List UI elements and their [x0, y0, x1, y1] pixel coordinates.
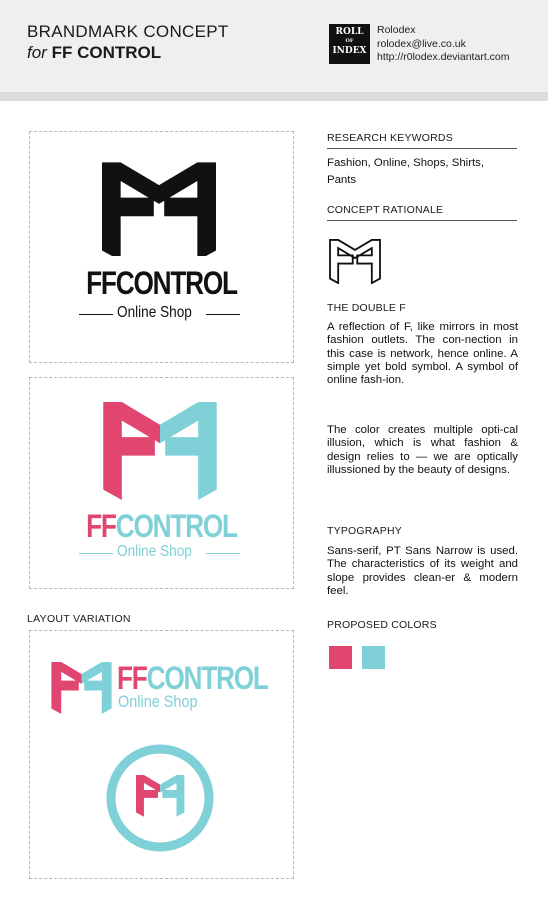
- color-rationale-text: The color creates multiple opti-cal illusion, which is what fashion & design relies to — we are optically illussioned by the beauty of designs.: [327, 424, 518, 476]
- page-title: BRANDMARK CONCEPT: [27, 22, 229, 41]
- teal-color-swatch: [362, 646, 385, 669]
- contact-info: [377, 24, 510, 65]
- tagline-rule-left-teal: [79, 553, 113, 554]
- ff-circle-emblem-icon: [105, 743, 215, 853]
- research-keywords-text: Fashion, Online, Shops, Shirts, Pants: [327, 157, 485, 186]
- tagline-black: Online Shop: [117, 304, 192, 321]
- proposed-colors-heading: PROPOSED COLORS: [327, 619, 437, 631]
- roll-of-index-logo: [329, 24, 370, 64]
- ff-symbol-horizontal-icon: [50, 662, 113, 714]
- wordmark-control-horizontal: CONTROL: [146, 660, 268, 696]
- rationale-rule: [327, 220, 517, 221]
- wordmark-ff: FF: [86, 265, 116, 301]
- typography-text: Sans-serif, PT Sans Narrow is used. The characteristics of its weight and slope provides clean-er & modern feel.: [327, 545, 518, 597]
- wordmark-control: CONTROL: [115, 265, 237, 301]
- tagline-rule-right-teal: [206, 553, 240, 554]
- wordmark-color: [53, 508, 270, 544]
- contact-url[interactable]: http://r0lodex.deviantart.com: [377, 51, 510, 63]
- subtitle-brand-name: FF CONTROL: [51, 43, 162, 62]
- research-keywords-heading: RESEARCH KEYWORDS: [327, 132, 453, 144]
- badge-line-2: OF: [345, 38, 354, 44]
- concept-rationale-heading: CONCEPT RATIONALE: [327, 204, 444, 216]
- wordmark-control-teal: CONTROL: [115, 508, 237, 544]
- tagline-teal: Online Shop: [117, 543, 192, 560]
- subtitle-for: for: [27, 43, 47, 62]
- wordmark-ff-horizontal: FF: [117, 660, 147, 696]
- ff-symbol-black-icon: [102, 162, 216, 256]
- badge-line-3: INDEX: [332, 46, 367, 56]
- contact-name: Rolodex: [377, 24, 416, 36]
- double-f-text: A reflection of F, like mirrors in most fashion outlets. The con-nection in this case is network, hence online. A simple yet bold symbol. A symbol of online fash-ion.: [327, 321, 518, 387]
- header-divider: [0, 92, 548, 101]
- contact-email[interactable]: rolodex@live.co.uk: [377, 37, 466, 50]
- badge-line-1: ROLL: [335, 27, 364, 37]
- typography-heading: TYPOGRAPHY: [327, 525, 402, 537]
- layout-variation-label: LAYOUT VARIATION: [27, 613, 131, 625]
- research-rule: [327, 148, 517, 149]
- double-f-heading: THE DOUBLE F: [327, 302, 406, 314]
- tagline-horizontal: Online Shop: [118, 692, 198, 711]
- pink-color-swatch: [329, 646, 352, 669]
- wordmark-ff-pink: FF: [86, 508, 116, 544]
- tagline-rule-right: [206, 314, 240, 315]
- tagline-rule-left: [79, 314, 113, 315]
- wordmark-horizontal: [117, 660, 268, 696]
- wordmark-black: [53, 265, 270, 301]
- ff-symbol-outline-icon: [329, 239, 381, 284]
- ff-symbol-color-icon: [103, 402, 217, 500]
- page-subtitle: [27, 43, 161, 63]
